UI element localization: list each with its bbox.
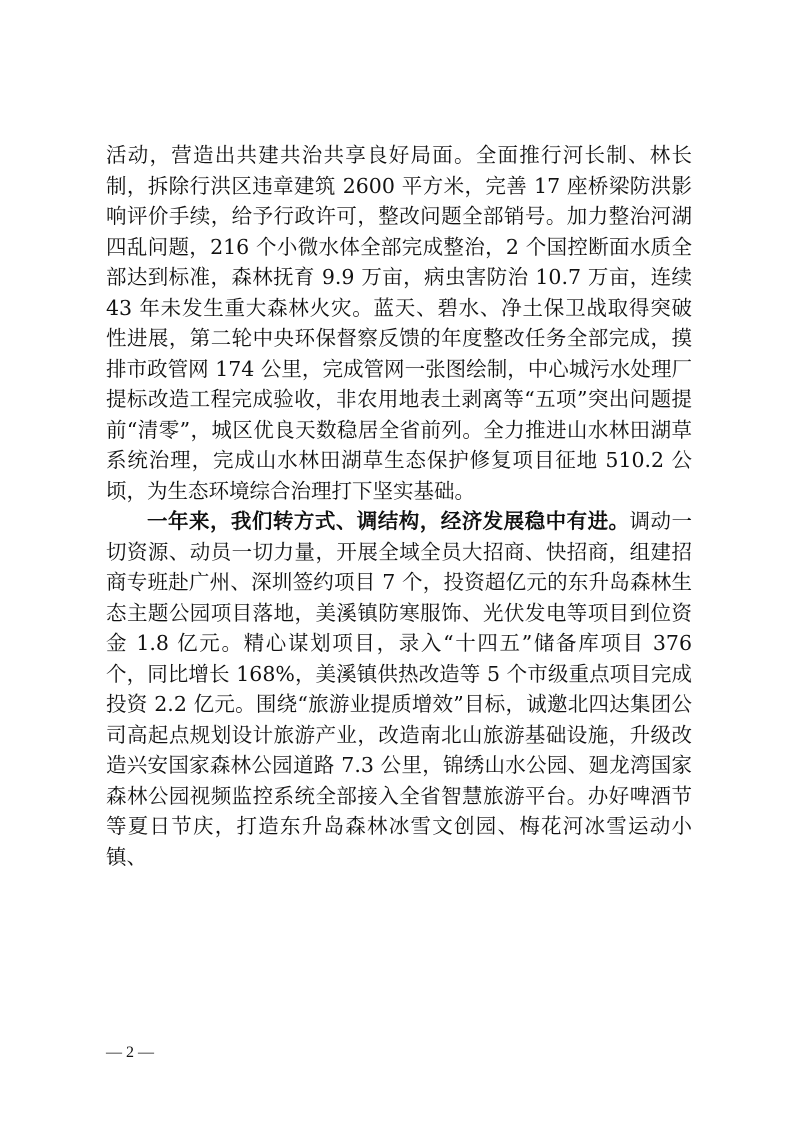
paragraph-1 [106,140,692,506]
paragraph-2-lead: 一年来，我们转方式、调结构，经济发展稳中有进。 [147,509,630,533]
document-body [106,140,692,872]
paragraph-2-text: 调动一切资源、动员一切力量，开展全域全员大招商、快招商，组建招商专班赴广州、深圳签约项目 7 个，投资超亿元的东升岛森林生态主题公园项目落地，美溪镇防寒服饰、光伏发电等项目到位资金 1.8 亿元。精心谋划项目，录入“十四五”储备库项目 376 个，同比增长 168%，美溪镇供热改造等 5 个市级重点项目完成投资 2.2 亿元。围绕“旅游业提质增效”目标，诚邀北四达集团公司高起点规划设计旅游产业，改造南北山旅游基础设施，升级改造兴安国家森林公园道路 7.3 公里，锦绣山水公园、廻龙湾国家森林公园视频监控系统全部接入全省智慧旅游平台。办好啤酒节等夏日节庆，打造东升岛森林冰雪文创园、梅花河冰雪运动小镇、 [106,509,693,869]
paragraph-2 [106,506,692,872]
paragraph-1-text: 活动，营造出共建共治共享良好局面。全面推行河长制、林长制，拆除行洪区违章建筑 2600 平方米，完善 17 座桥梁防洪影响评价手续，给予行政许可，整改问题全部销号。加力整治河湖四乱问题，216 个小微水体全部完成整治，2 个国控断面水质全部达到标准，森林抚育 9.9 万亩，病虫害防治 10.7 万亩，连续 43 年未发生重大森林火灾。蓝天、碧水、净土保卫战取得突破性进展，第二轮中央环保督察反馈的年度整改任务全部完成，摸排市政管网 174 公里，完成管网一张图绘制，中心城污水处理厂提标改造工程完成验收，非农用地表土剥离等“五项”突出问题提前“清零”，城区优良天数稳居全省前列。全力推进山水林田湖草系统治理，完成山水林田湖草生态保护修复项目征地 510.2 公顷，为生态环境综合治理打下坚实基础。 [106,143,692,503]
page-number: — 2 — [106,1044,154,1061]
